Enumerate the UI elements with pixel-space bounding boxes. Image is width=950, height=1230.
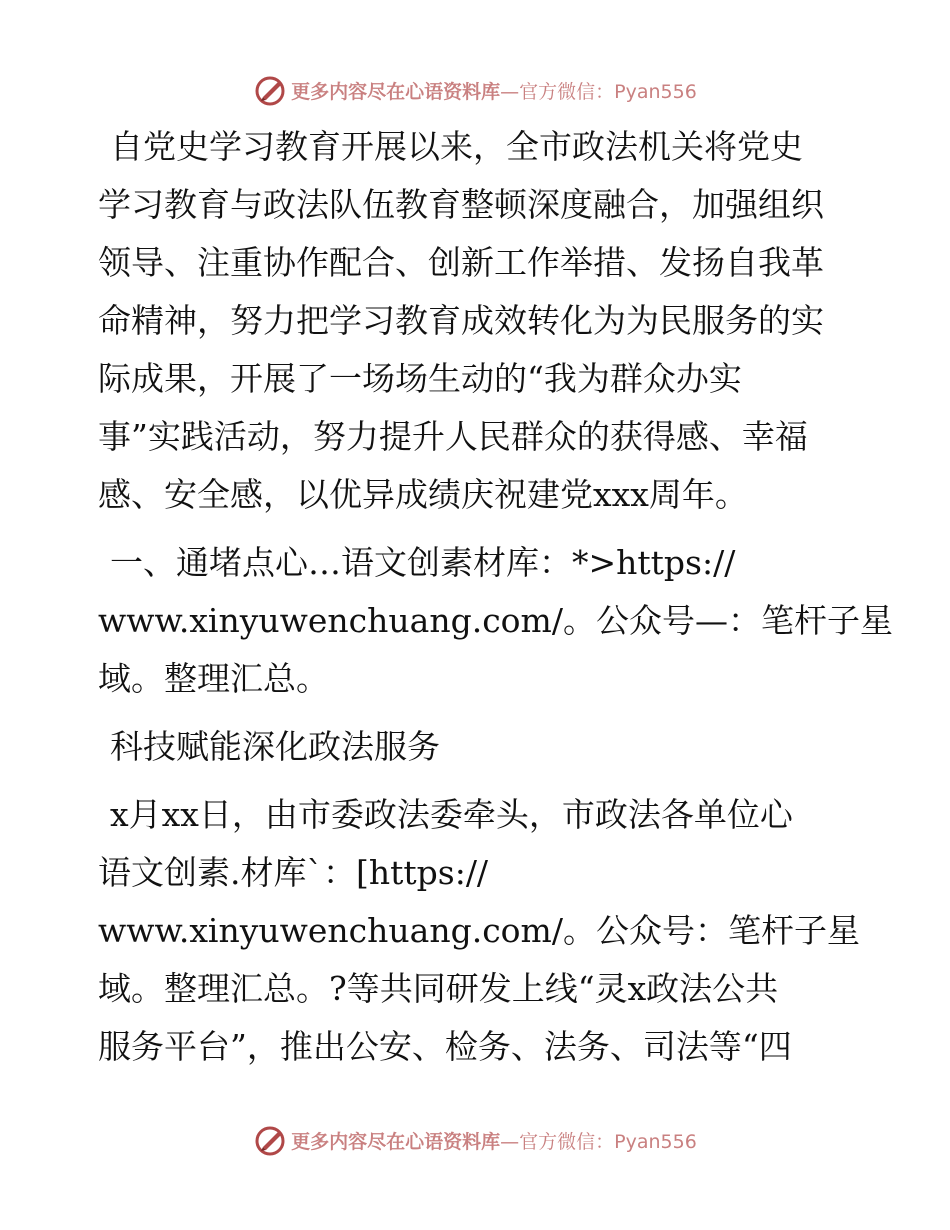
header-watermark — [0, 70, 950, 110]
text-line: 域。整理汇总。?等共同研发上线“灵x政法公共 — [98, 969, 779, 1008]
text-line: 际成果，开展了一场场生动的“我为群众办实 — [98, 359, 742, 398]
paragraph-intro — [98, 118, 858, 524]
watermark-left-text: 更多内容尽在心语资料库 — [291, 80, 501, 103]
text-line: 科技赋能深化政法服务 — [110, 727, 440, 766]
paragraph-section-one — [98, 534, 893, 708]
document-body — [98, 118, 893, 1086]
text-line: 感、安全感，以优异成绩庆祝建党xxx周年。 — [98, 475, 748, 514]
paragraph-detail — [98, 786, 858, 1076]
watermark-left-text: 更多内容尽在心语资料库 — [291, 1130, 501, 1153]
text-line: 域。整理汇总。 — [98, 659, 329, 698]
text-line: 学习教育与政法队伍教育整顿深度融合，加强组织 — [98, 185, 824, 224]
text-line: 一、通堵点心…语文创素材库：*>https:// — [110, 543, 736, 582]
text-line: 领导、注重协作配合、创新工作举措、发扬自我革 — [98, 243, 824, 282]
text-line: x月xx日，由市委政法委牵头，市政法各单位心 — [110, 795, 793, 834]
text-line: 命精神，努力把学习教育成效转化为为民服务的实 — [98, 301, 824, 340]
text-line: 事”实践活动，努力提升人民群众的获得感、幸福 — [98, 417, 808, 456]
text-line: 语文创素.材库`：[https:// — [98, 853, 489, 892]
footer-watermark — [0, 1120, 950, 1160]
watermark-right-text: —官方微信：Pyan556 — [500, 1130, 697, 1153]
text-line: 自党史学习教育开展以来，全市政法机关将党史 — [110, 127, 803, 166]
watermark-right-text: —官方微信：Pyan556 — [500, 80, 697, 103]
text-line: www.xinyuwenchuang.com/。公众号—：笔杆子星 — [98, 601, 893, 640]
paragraph-subheading — [98, 718, 858, 776]
text-line: 服务平台”，推出公安、检务、法务、司法等“四 — [98, 1027, 792, 1066]
text-line: www.xinyuwenchuang.com/。公众号：笔杆子星 — [98, 911, 860, 950]
pen-logo-icon — [253, 1123, 287, 1157]
pen-logo-icon — [253, 73, 287, 107]
